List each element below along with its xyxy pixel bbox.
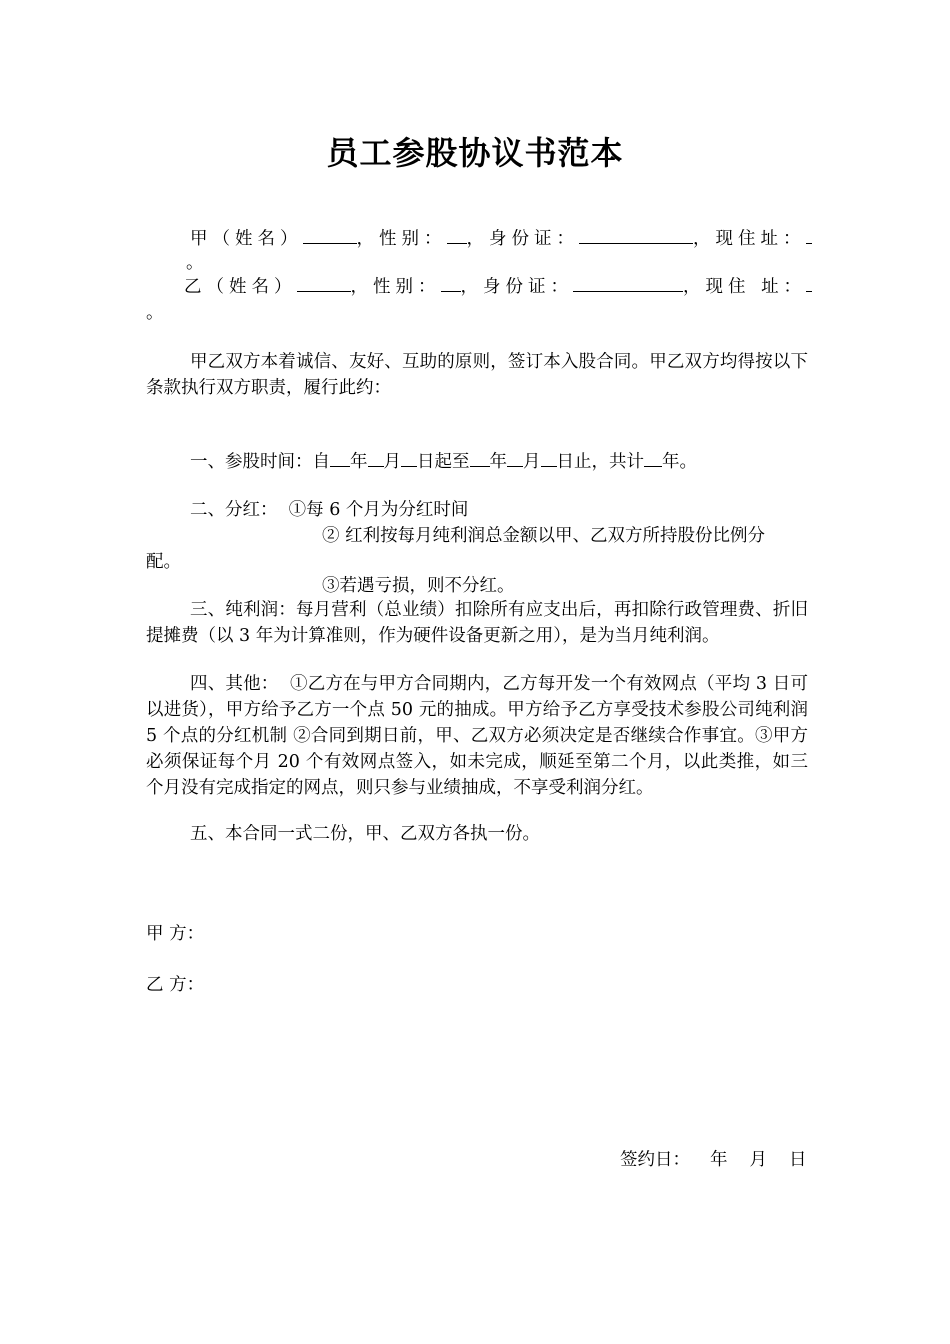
clause-4: 四、其他： ①乙方在与甲方合同期内，乙方每开发一个有效网点（平均 3 日可以进货），甲方给予乙方一个点 50 元的抽成。甲方给予乙方享受技术参股公司纯利润 5 个点的分红机制 ②合同到期日前，甲、乙双方必须决定是否继续合作事宜。③甲方必须保证每个月 20 个有效网点签入，如未完成，顺延至第二个月，以此类推，如三个月没有完成指定的网点，则只参与业绩抽成，不享受利润分红。	[146, 674, 814, 798]
party-b-gender-blank[interactable]	[441, 274, 461, 292]
page-title: 员工参股协议书范本	[326, 134, 624, 172]
end-day-blank[interactable]	[541, 449, 557, 467]
party-a-gender-label: ，性别：	[356, 229, 447, 249]
signing-date-label: 签约日：	[620, 1150, 690, 1170]
clause-5: 五、本合同一式二份，甲、乙双方各执一份。	[190, 824, 540, 844]
start-day-blank[interactable]	[401, 449, 417, 467]
party-b-name-label: 乙（姓名）	[184, 277, 297, 297]
party-a-line-end: 。	[186, 253, 204, 273]
party-b-id-label: ，身份证：	[460, 277, 573, 297]
party-a-address-blank[interactable]	[806, 226, 812, 244]
party-a-name-label: 甲（姓名）	[190, 229, 303, 249]
party-b-line-end: 。	[146, 303, 164, 323]
party-b-name-blank[interactable]	[297, 274, 351, 292]
clause-1-month: 月	[383, 452, 401, 472]
party-b-address-label: ，现住 址：	[683, 277, 807, 297]
intro-paragraph: 甲乙双方本着诚信、友好、互助的原则，签订本入股合同。甲乙双方均得按以下条款执行双方职责，履行此约：	[146, 352, 808, 398]
clause-1	[190, 449, 852, 475]
clause-1-prefix: 一、参股时间：自	[190, 452, 330, 472]
party-b-address-blank[interactable]	[806, 274, 812, 292]
clause-1-day-from: 日起至	[417, 452, 470, 472]
clause-2-line-2-end: 配。	[146, 552, 181, 572]
clause-2-line-2: ② 红利按每月纯利润总金额以甲、乙双方所持股份比例分	[322, 526, 766, 546]
clause-3: 三、纯利润：每月营利（总业绩）扣除所有应支出后，再扣除行政管理费、折旧提摊费（以 3 年为计算准则，作为硬件设备更新之用），是为当月纯利润。	[146, 600, 808, 646]
end-month-blank[interactable]	[507, 449, 523, 467]
start-month-blank[interactable]	[368, 449, 384, 467]
clause-2-line-3: ③若遇亏损，则不分红。	[322, 576, 515, 596]
party-a-line	[190, 226, 810, 252]
party-a-id-label: ，身份证：	[466, 229, 579, 249]
clause-1-day-to: 日止，共计	[556, 452, 644, 472]
signing-date-year: 年	[710, 1150, 728, 1170]
party-b-id-blank[interactable]	[573, 274, 683, 292]
signing-date-month: 月	[749, 1150, 767, 1170]
party-b-gender-label: ，性别：	[350, 277, 441, 297]
clause-1-month-2: 月	[523, 452, 541, 472]
clause-1-years: 年。	[662, 452, 697, 472]
party-a-gender-blank[interactable]	[447, 226, 467, 244]
signing-date-day: 日	[789, 1150, 807, 1170]
total-years-blank[interactable]	[644, 449, 662, 467]
clause-1-year-2: 年	[489, 452, 507, 472]
signature-party-b: 乙 方：	[146, 975, 205, 995]
signing-date	[620, 1146, 807, 1171]
party-a-id-blank[interactable]	[579, 226, 693, 244]
start-year-blank[interactable]	[330, 449, 350, 467]
end-year-blank[interactable]	[470, 449, 490, 467]
clause-2-line-1: 二、分红： ①每 6 个月为分红时间	[190, 500, 469, 520]
party-a-name-blank[interactable]	[303, 226, 357, 244]
clause-1-year: 年	[350, 452, 368, 472]
party-a-address-label: ，现住址：	[693, 229, 806, 249]
party-b-line	[184, 274, 810, 300]
signature-party-a: 甲 方：	[146, 924, 205, 944]
